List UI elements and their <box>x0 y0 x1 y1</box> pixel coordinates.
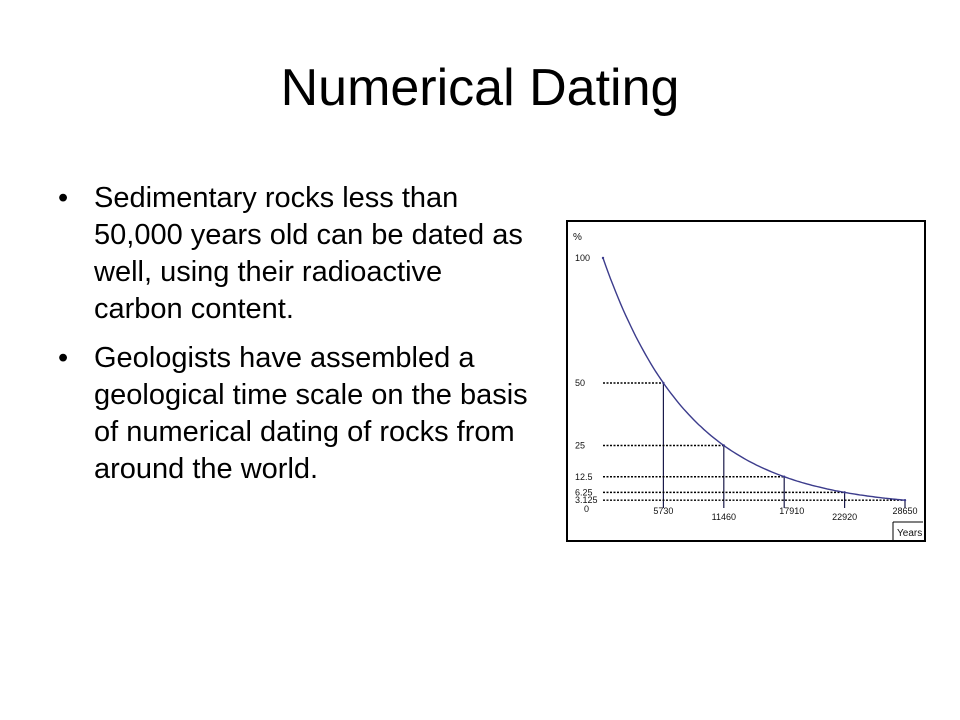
bullet-text: Geologists have assembled a geological time scale on the basis of numerical dating of rocks from around the world. <box>94 342 528 485</box>
decay-chart <box>566 220 926 542</box>
y-tick-label: 3.125 <box>575 495 598 506</box>
bullet-icon: • <box>58 342 69 374</box>
decay-point <box>723 444 725 446</box>
decay-chart-svg <box>566 220 926 542</box>
y-tick-label: 50 <box>575 378 586 388</box>
decay-point <box>783 476 785 478</box>
x-axis-label: Years <box>897 528 923 539</box>
bullet-list <box>58 180 528 500</box>
x-tick-label: 11460 <box>711 512 736 522</box>
bullet-item <box>58 340 528 488</box>
decay-point <box>843 491 845 493</box>
x-tick-label: 22920 <box>832 512 858 522</box>
x-tick-label: 28650 <box>892 506 918 516</box>
decay-point <box>662 382 664 384</box>
y-axis-label: % <box>573 232 582 243</box>
decay-point <box>904 499 906 501</box>
slide-title: Numerical Dating <box>280 59 680 117</box>
x-tick-label: 5730 <box>653 506 674 516</box>
bullet-text: Sedimentary rocks less than 50,000 years old can be dated as well, using their radioactive carbon content. <box>94 182 523 325</box>
y-tick-label: 100 <box>575 253 591 263</box>
y-tick-label: 6.25 <box>575 487 593 498</box>
bullet-item <box>58 180 528 328</box>
x-tick-label: 17910 <box>779 506 805 516</box>
y-tick-label: 25 <box>575 440 586 451</box>
bullet-icon: • <box>58 182 69 214</box>
decay-point <box>602 257 604 259</box>
y-tick-label: 12.5 <box>575 471 593 482</box>
y-tick-label: 0 <box>584 504 590 514</box>
